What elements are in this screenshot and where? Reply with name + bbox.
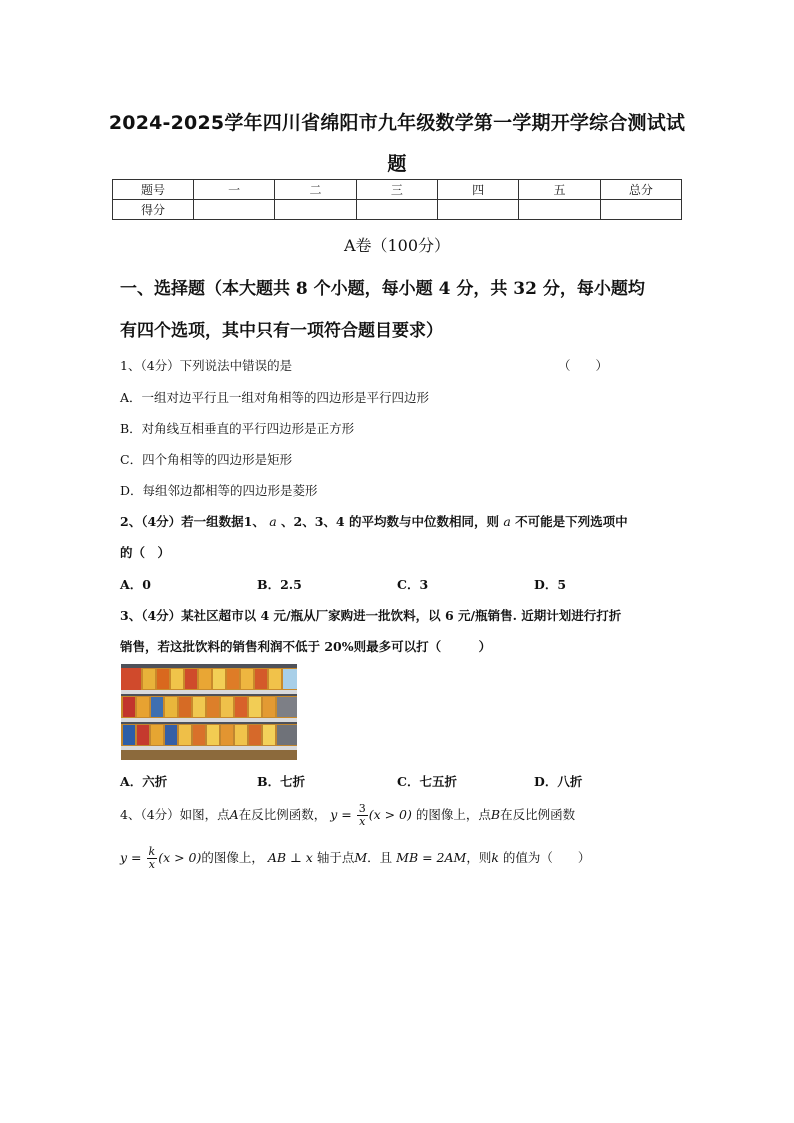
q4-math-condition: (x > 0) bbox=[158, 850, 202, 865]
score-cell-empty bbox=[519, 200, 600, 220]
q4-text: 在反比例函数 bbox=[500, 807, 576, 822]
fraction-numerator: 3 bbox=[358, 802, 366, 816]
q3-option-c: C．七五折 bbox=[397, 774, 457, 789]
score-cell: 题号 bbox=[113, 180, 194, 200]
shelf-row bbox=[121, 668, 297, 694]
fraction-numerator: k bbox=[148, 845, 156, 859]
q1-option-b: B．对角线互相垂直的平行四边形是正方形 bbox=[120, 421, 355, 436]
q2-option-a: A．0 bbox=[120, 577, 151, 592]
q4-text: ．且 bbox=[367, 850, 393, 865]
shelf-row bbox=[121, 696, 297, 722]
q4-point-m: M bbox=[354, 850, 368, 865]
shelf-row bbox=[121, 724, 297, 750]
q3-option-d: D．八折 bbox=[534, 774, 583, 789]
fraction-denominator: x bbox=[148, 858, 155, 871]
score-cell-empty bbox=[194, 200, 275, 220]
score-cell-empty bbox=[437, 200, 518, 220]
q4-math-ratio: MB = 2AM bbox=[396, 850, 467, 865]
score-cell: 一 bbox=[194, 180, 275, 200]
q3-stem-line2: 销售，若这批饮料的销售利润不低于 20%则最多可以打（ ） bbox=[120, 639, 492, 654]
q4-fraction-k-over-x bbox=[147, 846, 158, 870]
q2-option-d: D．5 bbox=[534, 577, 567, 592]
q4-math-y: y bbox=[120, 850, 128, 865]
exam-title-line2: 题 bbox=[387, 153, 407, 175]
q1-option-d: D．每组邻边都相等的四边形是菱形 bbox=[120, 483, 318, 498]
score-cell-empty bbox=[356, 200, 437, 220]
q2-var-a-2: a bbox=[503, 514, 511, 529]
beverage-shelf-photo bbox=[121, 664, 297, 760]
q4-point-a: A bbox=[229, 807, 239, 822]
q2-stem-c: 不可能是下列选项中 bbox=[515, 514, 628, 529]
q2-stem-a: 2、（4分）若一组数据1、 bbox=[120, 514, 265, 529]
q4-math-eq: = bbox=[131, 850, 142, 865]
q3-option-a: A．六折 bbox=[120, 774, 168, 789]
q4-math-k: k bbox=[491, 850, 499, 865]
part1-heading-line1: 一、选择题（本大题共 8 个小题，每小题 4 分，共 32 分，每小题均 bbox=[120, 279, 645, 299]
q3-option-b: B．七折 bbox=[257, 774, 306, 789]
q2-stem-b: 、2、3、4 的平均数与中位数相同，则 bbox=[281, 514, 499, 529]
q4-stem-line1 bbox=[120, 800, 575, 830]
q2-option-c: C．3 bbox=[397, 577, 429, 592]
score-table-score-row bbox=[113, 200, 682, 220]
q1-stem: 1、（4分）下列说法中错误的是 bbox=[120, 358, 293, 373]
score-cell: 四 bbox=[437, 180, 518, 200]
q3-stem-line1: 3、（4分）某社区超市以 4 元/瓶从厂家购进一批饮料，以 6 元/瓶销售. 近期计划进行打折 bbox=[120, 608, 622, 623]
q4-point-b: B bbox=[490, 807, 501, 822]
score-cell: 五 bbox=[519, 180, 600, 200]
q2-option-b: B．2.5 bbox=[257, 577, 302, 592]
q2-var-a: a bbox=[269, 514, 277, 529]
score-cell: 二 bbox=[275, 180, 356, 200]
q4-stem-line2 bbox=[120, 843, 590, 873]
q4-text: 轴于点 bbox=[316, 850, 355, 865]
q4-math-eq: = bbox=[341, 807, 352, 822]
q4-text: 的值为（ ） bbox=[502, 850, 591, 865]
score-cell: 得分 bbox=[113, 200, 194, 220]
q4-text: 的图像上，点 bbox=[415, 807, 491, 822]
exam-title-line1: 2024-2025学年四川省绵阳市九年级数学第一学期开学综合测试试 bbox=[108, 112, 686, 134]
q4-text: 4、（4分）如图，点 bbox=[120, 807, 230, 822]
score-table-header-row bbox=[113, 180, 682, 200]
q4-fraction-3-over-x bbox=[357, 803, 368, 827]
part1-heading-line2: 有四个选项，其中只有一项符合题目要求） bbox=[120, 321, 443, 341]
q4-text: 的图像上， bbox=[201, 850, 264, 865]
q4-math-condition: (x > 0) bbox=[368, 807, 412, 822]
q1-option-a: A．一组对边平行且一组对角相等的四边形是平行四边形 bbox=[120, 390, 430, 405]
q1-option-c: C．四个角相等的四边形是矩形 bbox=[120, 452, 293, 467]
q4-math-y: y bbox=[330, 807, 338, 822]
fraction-denominator: x bbox=[359, 815, 366, 828]
q2-stem-line2: 的（ ） bbox=[120, 545, 171, 560]
section-a-heading: A卷（100分） bbox=[343, 236, 451, 255]
q1-answer-paren: （ ） bbox=[558, 358, 609, 373]
score-cell: 三 bbox=[356, 180, 437, 200]
beverage-shelf-illustration bbox=[121, 664, 297, 760]
q4-math-perpendicular: AB ⊥ x bbox=[267, 850, 313, 865]
score-cell-empty bbox=[600, 200, 681, 220]
score-cell: 总分 bbox=[600, 180, 681, 200]
q4-text: ，则 bbox=[466, 850, 492, 865]
q4-text: 在反比例函数， bbox=[238, 807, 327, 822]
q2-stem-line1 bbox=[120, 512, 628, 530]
score-cell-empty bbox=[275, 200, 356, 220]
score-table bbox=[112, 179, 682, 220]
